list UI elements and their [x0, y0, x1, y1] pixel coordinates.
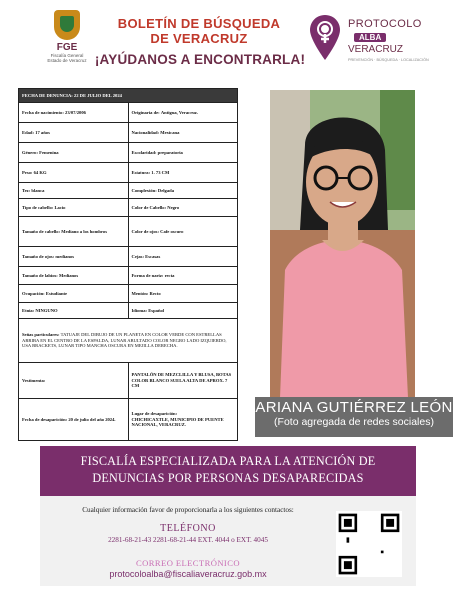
- info-row: [19, 285, 238, 303]
- phone-heading: TELÉFONO: [160, 523, 216, 534]
- info-cell-left: [19, 123, 129, 143]
- particular-label: Señas particulares:: [22, 332, 60, 338]
- portrait-illustration: [270, 90, 415, 398]
- banner-line1: FISCALÍA ESPECIALIZADA PARA LA ATENCIÓN DE: [80, 454, 376, 468]
- field-label: Idioma:: [131, 307, 148, 313]
- alba-tagline: PREVENCIÓN · BÚSQUEDA · LOCALIZACIÓN: [348, 58, 429, 62]
- field-label: Forma de nariz:: [131, 272, 164, 278]
- info-cell-right: [128, 247, 238, 267]
- person-name-band: [255, 397, 453, 437]
- field-value: Mediano a los hombros: [61, 228, 108, 234]
- bulletin-title-line1: BOLETÍN DE BÚSQUEDA: [117, 16, 281, 31]
- disappearance-value: 20 de julio del año 2024.: [68, 416, 116, 422]
- field-label: Originaria de:: [131, 109, 160, 115]
- field-label: Color de ojos:: [131, 228, 159, 234]
- field-value: Antigua, Veracruz.: [160, 109, 198, 115]
- shield-icon: [54, 10, 80, 40]
- field-label: Fecha de nacimiento:: [22, 109, 64, 115]
- contact-intro: Cualquier información favor de proporcionarla a los siguientes contactos:: [82, 506, 294, 514]
- info-cell-right: [128, 123, 238, 143]
- info-cell-left: [19, 303, 129, 319]
- phone-numbers[interactable]: 2281-68-21-43 2281-68-21-44 EXT. 4044 o EXT. 4045: [108, 536, 268, 544]
- field-value: 17 años: [35, 129, 50, 135]
- contact-panel: [40, 496, 416, 586]
- bulletin-title-line2: DE VERACRUZ: [150, 31, 248, 46]
- field-value: Lacio: [54, 204, 66, 210]
- field-value: Medianos: [58, 272, 79, 278]
- field-label: Nacionalidad:: [131, 129, 160, 135]
- info-cell-left: [19, 247, 129, 267]
- field-value: medianos: [55, 253, 75, 259]
- field-label: Estatura:: [131, 169, 151, 175]
- email-link[interactable]: protocoloalba@fiscaliaveracruz.gob.mx: [109, 569, 267, 579]
- alba-line1: PROTOCOLO: [348, 18, 422, 30]
- field-label: Etnia:: [22, 307, 35, 313]
- info-cell-left: [19, 103, 129, 123]
- disappearance-label: Fecha de desaparición:: [22, 416, 68, 422]
- email-heading: CORREO ELECTRÓNICO: [136, 558, 240, 568]
- info-cell-left: [19, 199, 129, 217]
- info-row: [19, 303, 238, 319]
- info-row: [19, 163, 238, 183]
- field-value: Mexicana: [160, 129, 180, 135]
- field-label: Mentón:: [131, 290, 149, 296]
- field-label: Complexión:: [131, 187, 157, 193]
- info-row: [19, 183, 238, 199]
- banner-line2: DENUNCIAS POR PERSONAS DESAPARECIDAS: [92, 471, 364, 485]
- field-label: Tamaño de ojos:: [22, 253, 55, 259]
- info-rows: [19, 103, 238, 319]
- field-label: Peso:: [22, 169, 33, 175]
- info-cell-right: [128, 199, 238, 217]
- field-label: Tipo de cabello:: [22, 204, 54, 210]
- info-row: [19, 103, 238, 123]
- clothing-value: PANTALÓN DE MEZCLILLA Y BLUSA, BOTAS COLOR BLANCO SUELA ALTA DE APROX. 7 CM: [131, 372, 232, 389]
- fge-line2: Estado de Veracruz: [47, 58, 87, 63]
- clothing-label: Vestimenta:: [22, 377, 46, 383]
- photo-note: (Foto agregada de redes sociales): [274, 416, 434, 428]
- clothing-label-cell: [19, 363, 129, 399]
- place-value: CHICHICAXTLE, MUNICIPIO DE PUENTE NACIONAL, VERACRUZ.: [131, 416, 224, 428]
- fge-line1: Fiscalía General: [50, 53, 84, 58]
- field-label: Color de Cabello:: [131, 204, 167, 210]
- fge-logo: [40, 10, 94, 72]
- field-label: Género:: [22, 149, 38, 155]
- info-cell-right: [128, 103, 238, 123]
- field-label: Tez:: [22, 187, 31, 193]
- info-row: [19, 199, 238, 217]
- place-cell: [128, 399, 238, 441]
- field-label: Ocupación:: [22, 290, 45, 296]
- field-value: 64 KG: [33, 169, 47, 175]
- bulletin-subtitle: ¡AYÚDANOS A ENCONTRARLA!: [94, 52, 306, 67]
- info-cell-right: [128, 163, 238, 183]
- info-cell-left: [19, 143, 129, 163]
- fiscalia-banner: [40, 446, 416, 496]
- info-row: [19, 247, 238, 267]
- field-value: Femenina: [39, 149, 59, 155]
- info-row: [19, 217, 238, 247]
- field-value: Español: [148, 307, 165, 313]
- field-value: Cafe oscuro: [160, 228, 184, 234]
- info-cell-left: [19, 217, 129, 247]
- info-cell-right: [128, 267, 238, 285]
- info-cell-right: [128, 143, 238, 163]
- disappearance-cell: [19, 399, 129, 441]
- field-value: Escasas: [145, 253, 161, 259]
- info-cell-left: [19, 267, 129, 285]
- bulletin-title: [104, 16, 294, 46]
- report-date: FECHA DE DENUNCIA: 22 DE JULIO DEL 2024: [19, 89, 238, 103]
- info-row: [19, 123, 238, 143]
- fge-abbr: FGE: [56, 42, 78, 53]
- info-cell-left: [19, 183, 129, 199]
- field-value: recta: [164, 272, 175, 278]
- field-label: Tamaño de cabello:: [22, 228, 61, 234]
- info-cell-right: [128, 303, 238, 319]
- missing-person-photo: [270, 90, 415, 398]
- location-pin-icon: [308, 14, 342, 62]
- alba-line3: VERACRUZ: [348, 44, 404, 55]
- field-label: Tamaño de labios:: [22, 272, 58, 278]
- clothing-value-cell: [128, 363, 238, 399]
- field-value: preparatoria: [157, 149, 183, 155]
- info-cell-left: [19, 163, 129, 183]
- field-label: Cejas:: [131, 253, 145, 259]
- info-cell-left: [19, 285, 129, 303]
- field-value: Estudiante: [45, 290, 68, 296]
- field-value: 23/07/2006: [65, 109, 86, 115]
- info-cell-right: [128, 285, 238, 303]
- alba-line2: ALBA: [354, 33, 386, 42]
- field-value: Recto: [149, 290, 161, 296]
- field-label: Escolaridad:: [131, 149, 157, 155]
- field-value: 1. 73 CM: [151, 169, 170, 175]
- particular-value: TATUAJE DEL DIBUJO DE UN PLANETA EN COLOR VERDE CON ESTRELLAS ARRIBA EN EL CENTRO DE LA ESPALDA, LUNAR ABULTADO COLOR NEGRO LADO IZQUIERDO, USA BRACKETS, LUNAR TIPO MANCHA OSCURA EN MEJILLA DERECHA.: [22, 332, 227, 349]
- place-label: Lugar de desaparición:: [131, 411, 178, 417]
- person-name: ARIANA GUTIÉRREZ LEÓN: [255, 399, 453, 416]
- protocolo-alba-logo: [308, 14, 448, 74]
- field-value: blanca: [31, 187, 45, 193]
- info-cell-right: [128, 183, 238, 199]
- qr-code-icon[interactable]: [336, 511, 402, 577]
- field-value: NINGUNO: [35, 307, 58, 313]
- field-label: Edad:: [22, 129, 35, 135]
- info-row: [19, 267, 238, 285]
- person-info-table: [18, 88, 238, 441]
- field-value: Negro: [167, 204, 180, 210]
- info-row: [19, 143, 238, 163]
- field-value: Delgada: [157, 187, 174, 193]
- info-cell-right: [128, 217, 238, 247]
- particular-signs-cell: [19, 319, 238, 363]
